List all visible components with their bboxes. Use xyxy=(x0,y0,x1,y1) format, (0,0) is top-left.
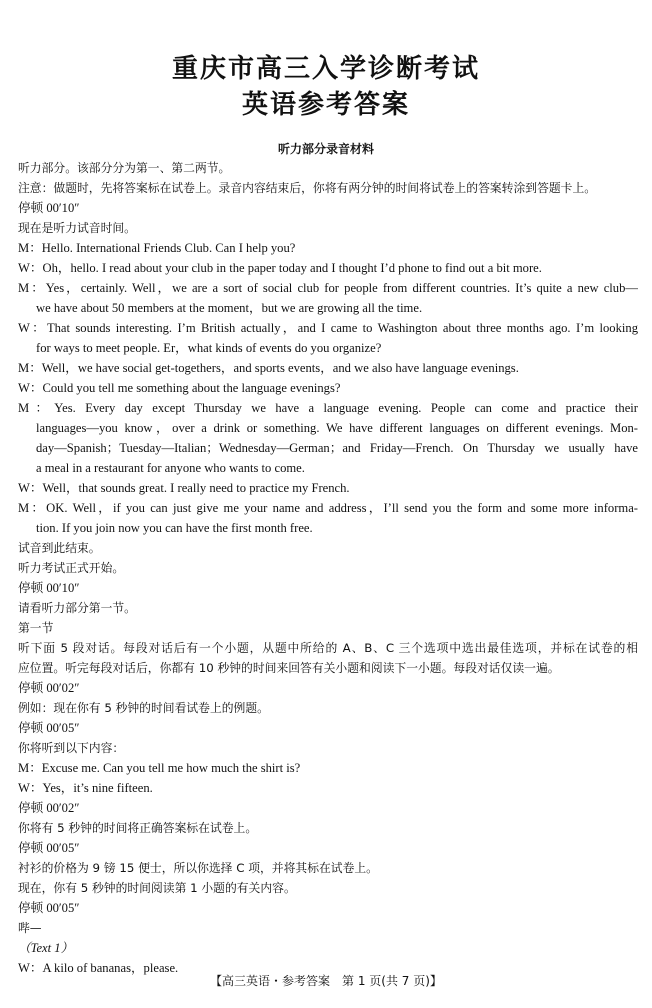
dialogue-line-continued: tion. If you join now you can have the first month free. xyxy=(36,521,313,535)
dialogue-line-continued: languages—you know，over a drink or something. We have different languages on different evenings. Mon- xyxy=(36,421,638,435)
text-line: 听力考试正式开始。 xyxy=(18,561,125,575)
text-line: 你将听到以下内容： xyxy=(18,741,125,755)
dialogue-line: W：Well，that sounds great. I really need to practice my French. xyxy=(18,481,350,495)
dialogue-line: W：Yes，it’s nine fifteen. xyxy=(18,781,153,795)
text-label: （Text 1） xyxy=(18,941,74,955)
pause-line: 停顿 00′02″ xyxy=(18,801,80,815)
dialogue-line: M：Hello. International Friends Club. Can I help you? xyxy=(18,241,296,255)
dialogue-line-continued: a meal in a restaurant for anyone who wants to come. xyxy=(36,461,305,475)
dialogue-line: W：A kilo of bananas，please. xyxy=(18,961,179,975)
pause-line: 停顿 00′05″ xyxy=(18,841,80,855)
text-line: 请看听力部分第一节。 xyxy=(18,601,136,615)
dialogue-line: W：Oh，hello. I read about your club in the paper today and I thought I’d phone to find out a bit more. xyxy=(18,261,542,275)
dialogue-line: W：That sounds interesting. I’m British actually，and I came to Washington about three months ago. I’m looking xyxy=(18,321,638,335)
dialogue-line: M：OK. Well，if you can just give me your name and address，I’ll send you the form and some more informa- xyxy=(18,501,638,515)
text-line: 例如：现在你有 5 秒钟的时间看试卷上的例题。 xyxy=(18,701,269,715)
text-line: 听力部分。该部分分为第一、第二两节。 xyxy=(18,161,231,175)
dialogue-line-continued: day—Spanish；Tuesday—Italian；Wednesday—German；and Friday—French. On Thursday we usually have xyxy=(36,441,638,455)
dialogue-line-continued: we have about 50 members at the moment，but we are growing all the time. xyxy=(36,301,423,315)
document-title: 重庆市高三入学诊断考试 xyxy=(171,54,480,84)
page-footer: 【高三英语・参考答案 第 1 页(共 7 页)】 xyxy=(210,974,442,988)
text-line: 试音到此结束。 xyxy=(18,541,101,555)
text-line: 衬衫的价格为 9 镑 15 便士，所以你选择 C 项，并将其标在试卷上。 xyxy=(18,861,378,875)
beep-line: 哔— xyxy=(18,921,42,935)
dialogue-line: M：Excuse me. Can you tell me how much the shirt is? xyxy=(18,761,301,775)
text-line: 现在是听力试音时间。 xyxy=(18,221,136,235)
document-subtitle: 英语参考答案 xyxy=(241,90,410,120)
dialogue-line: W：Could you tell me something about the language evenings? xyxy=(18,381,341,395)
pause-line: 停顿 00′10″ xyxy=(18,581,80,595)
instruction-line: 听下面 5 段对话。每段对话后有一个小题，从题中所给的 A、B、C 三个选项中选出最佳选项，并标在试卷的相 xyxy=(18,641,638,655)
pause-line: 停顿 00′05″ xyxy=(18,721,80,735)
text-line: 现在，你有 5 秒钟的时间阅读第 1 小题的有关内容。 xyxy=(18,881,296,895)
section-heading: 第一节 xyxy=(18,621,54,635)
transcript-body xyxy=(18,158,638,978)
dialogue-line-continued: for ways to meet people. Er，what kinds of events do you organize? xyxy=(36,341,382,355)
pause-line: 停顿 00′05″ xyxy=(18,901,80,915)
text-line: 你将有 5 秒钟的时间将正确答案标在试卷上。 xyxy=(18,821,258,835)
instruction-line: 应位置。听完每段对话后，你都有 10 秒钟的时间来回答有关小题和阅读下一小题。每段对话仅读一遍。 xyxy=(18,661,560,675)
dialogue-line: M：Yes，certainly. Well，we are a sort of social club for people from different countries. It’s quite a new club— xyxy=(18,281,638,295)
section-title: 听力部分录音材料 xyxy=(277,142,374,156)
dialogue-line: M：Well，we have social get-togethers，and sports events，and we also have language evenings. xyxy=(18,361,519,375)
pause-line: 停顿 00′02″ xyxy=(18,681,80,695)
pause-line: 停顿 00′10″ xyxy=(18,201,80,215)
text-line: 注意：做题时，先将答案标在试卷上。录音内容结束后，你将有两分钟的时间将试卷上的答案转涂到答题卡上。 xyxy=(18,181,597,195)
dialogue-line: M：Yes. Every day except Thursday we have a language evening. People can come and practice their xyxy=(18,401,638,415)
